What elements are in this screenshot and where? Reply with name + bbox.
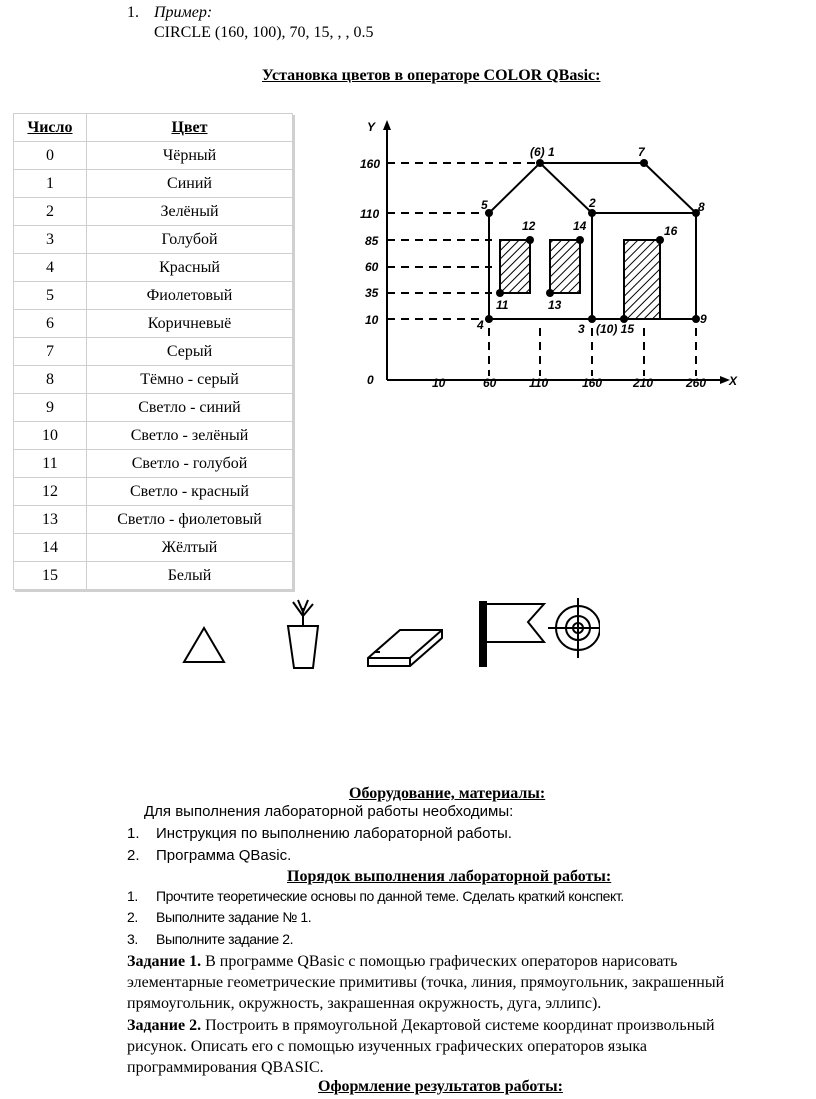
color-table-body — [14, 142, 293, 590]
color-name-cell: Серый — [87, 338, 293, 366]
color-number-cell: 5 — [14, 282, 87, 310]
example-label: Пример: — [154, 4, 213, 21]
color-name-cell: Тёмно - серый — [87, 366, 293, 394]
table-row — [14, 394, 293, 422]
task-1-line: В программе QBasic с помощью графических операторов нарисовать — [201, 953, 678, 970]
x-tick-label: 210 — [633, 376, 654, 390]
color-number-cell: 4 — [14, 254, 87, 282]
results-title: Оформление результатов работы: — [318, 1078, 563, 1095]
color-number-cell: 3 — [14, 226, 87, 254]
color-name-cell: Светло - голубой — [87, 450, 293, 478]
task-1-paragraph — [127, 951, 724, 1014]
equipment-title: Оборудование, материалы: — [349, 785, 546, 802]
point-label: 7 — [638, 145, 645, 159]
equipment-item: Программа QBasic. — [156, 847, 292, 864]
window-middle — [550, 240, 580, 293]
y-tick-label: 60 — [365, 260, 379, 274]
table-row — [14, 142, 293, 170]
task-2-label: Задание 2. — [127, 1017, 202, 1034]
table-row — [14, 450, 293, 478]
table-row — [14, 198, 293, 226]
color-number-cell: 9 — [14, 394, 87, 422]
table-row — [14, 254, 293, 282]
x-tick-label: 60 — [483, 376, 497, 390]
x-tick-label: 10 — [432, 376, 446, 390]
task-2-paragraph — [127, 1015, 715, 1078]
task-2-line: рисунок. Описать его с помощью изученных графических операторов языка — [127, 1038, 647, 1055]
column-header-color: Цвет — [87, 114, 293, 142]
table-row — [14, 310, 293, 338]
color-number-cell: 6 — [14, 310, 87, 338]
column-header-number: Число — [14, 114, 87, 142]
color-name-cell: Светло - красный — [87, 478, 293, 506]
slab-figure — [368, 630, 442, 666]
table-row — [14, 366, 293, 394]
color-name-cell: Синий — [87, 170, 293, 198]
list-item-number: 1. — [127, 888, 138, 904]
task-2-line: Построить в прямоугольной Декартовой системе координат произвольный — [201, 1017, 715, 1034]
task-1-label: Задание 1. — [127, 953, 202, 970]
point-label: (10) 15 — [596, 322, 635, 336]
y-tick-label: 35 — [365, 286, 379, 300]
door — [624, 240, 660, 319]
color-number-cell: 1 — [14, 170, 87, 198]
color-number-cell: 11 — [14, 450, 87, 478]
color-name-cell: Жёлтый — [87, 534, 293, 562]
color-number-cell: 10 — [14, 422, 87, 450]
y-tick-label: 110 — [360, 207, 380, 221]
sample-figures — [180, 598, 600, 670]
point-label: 9 — [700, 312, 707, 326]
window-left — [500, 240, 530, 293]
procedure-item: Прочтите теоретические основы по данной теме. Сделать краткий конспект. — [156, 888, 624, 904]
table-row — [14, 282, 293, 310]
y-axis-arrow-icon — [383, 120, 391, 130]
procedure-item: Выполните задание 2. — [156, 931, 294, 947]
target-figure — [548, 598, 600, 658]
point-label: 2 — [589, 196, 596, 210]
task-2-line: программирования QBASIC. — [127, 1059, 324, 1076]
example-number: 1. — [127, 4, 139, 21]
point-label: 16 — [664, 224, 678, 238]
table-row — [14, 534, 293, 562]
x-tick-label: 110 — [529, 376, 549, 390]
point-label: 8 — [698, 200, 705, 214]
list-item-number: 3. — [127, 931, 138, 947]
vertical-guides — [489, 328, 696, 376]
color-name-cell: Светло - синий — [87, 394, 293, 422]
color-number-cell: 7 — [14, 338, 87, 366]
table-row — [14, 562, 293, 590]
color-name-cell: Белый — [87, 562, 293, 590]
point-label: 4 — [477, 318, 484, 332]
table-row — [14, 478, 293, 506]
list-item-number: 1. — [127, 825, 140, 842]
equipment-intro: Для выполнения лабораторной работы необходимы: — [144, 803, 514, 820]
color-table-title: Установка цветов в операторе COLOR QBasic: — [262, 67, 601, 84]
table-row — [14, 338, 293, 366]
point-label: 13 — [548, 298, 562, 312]
flag-figure — [480, 602, 544, 666]
point-label: (6) 1 — [530, 145, 555, 159]
color-number-cell: 14 — [14, 534, 87, 562]
color-table — [13, 113, 293, 590]
flower-pot-figure — [288, 600, 318, 668]
color-name-cell: Коричневыё — [87, 310, 293, 338]
x-axis-label: X — [729, 374, 738, 388]
triangle-figure — [184, 628, 224, 662]
table-header-row — [14, 114, 293, 142]
procedure-item: Выполните задание № 1. — [156, 909, 312, 925]
task-1-line: прямоугольник, окружность, закрашенная окружность, дуга, эллипс). — [127, 995, 602, 1012]
color-name-cell: Голубой — [87, 226, 293, 254]
point-label: 3 — [578, 322, 585, 336]
color-number-cell: 0 — [14, 142, 87, 170]
color-name-cell: Фиолетовый — [87, 282, 293, 310]
x-tick-label: 260 — [686, 376, 707, 390]
color-name-cell: Чёрный — [87, 142, 293, 170]
color-name-cell: Светло - зелёный — [87, 422, 293, 450]
color-number-cell: 15 — [14, 562, 87, 590]
y-tick-label: 85 — [365, 234, 379, 248]
color-number-cell: 12 — [14, 478, 87, 506]
point-label: 11 — [496, 298, 509, 312]
list-item-number: 2. — [127, 847, 140, 864]
color-name-cell: Зелёный — [87, 198, 293, 226]
table-row — [14, 506, 293, 534]
y-axis-label: Y — [367, 120, 376, 134]
list-item-number: 2. — [127, 909, 138, 925]
table-row — [14, 170, 293, 198]
color-name-cell: Светло - фиолетовый — [87, 506, 293, 534]
task-1-line: элементарные геометрические примитивы (точка, линия, прямоугольник, закрашенный — [127, 974, 725, 991]
color-name-cell: Красный — [87, 254, 293, 282]
example-code: CIRCLE (160, 100), 70, 15, , , 0.5 — [154, 24, 374, 41]
x-tick-label: 160 — [582, 376, 603, 390]
color-number-cell: 8 — [14, 366, 87, 394]
table-row — [14, 422, 293, 450]
y-tick-label: 10 — [365, 313, 379, 327]
equipment-item: Инструкция по выполнению лабораторной работы. — [156, 825, 512, 842]
point-label: 12 — [522, 219, 536, 233]
table-row — [14, 226, 293, 254]
color-number-cell: 2 — [14, 198, 87, 226]
procedure-title: Порядок выполнения лабораторной работы: — [287, 868, 612, 885]
y-tick-label: 160 — [360, 157, 381, 171]
point-label: 5 — [481, 198, 488, 212]
origin-label: 0 — [367, 373, 374, 387]
point-label: 14 — [573, 219, 587, 233]
house-coordinate-diagram — [352, 118, 756, 408]
color-number-cell: 13 — [14, 506, 87, 534]
